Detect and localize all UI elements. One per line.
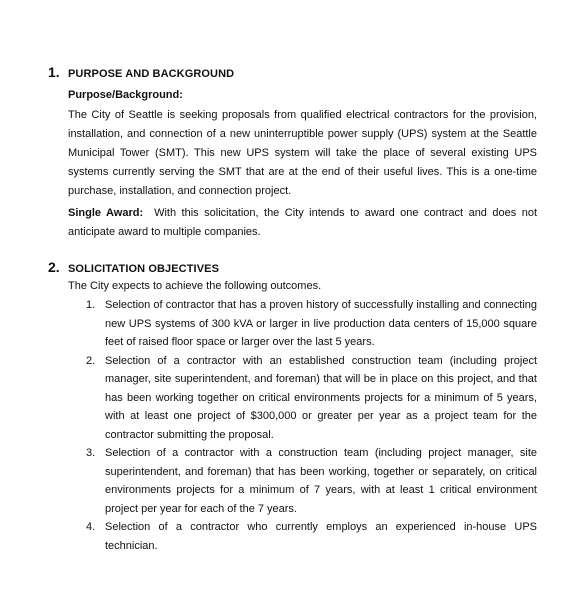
- section-title: PURPOSE AND BACKGROUND: [68, 68, 235, 80]
- purpose-paragraph: The City of Seattle is seeking proposals from qualified electrical contractors for the provision, installation, and connection of a new uninterruptible power supply (UPS) system at the Seattle Municipal Tower (SMT). This new UPS system will take the place of several existing UPS systems currently serving the SMT that are at the end of their useful lives. This is a one-time purchase, installation, and connection project.: [68, 109, 537, 197]
- section-solicitation-objectives: [48, 259, 537, 555]
- list-item-text: Selection of a contractor who currently employs an experienced in-house UPS technician.: [105, 521, 537, 552]
- section-heading: [48, 64, 537, 82]
- list-item: [86, 444, 537, 518]
- section-heading: [48, 259, 537, 277]
- list-item-text: Selection of a contractor with an established construction team (including project manager, site superintendent, and foreman) that will be in place on this project, and that has been working together on critical environments projects for a minimum of 5 years, with at least one project of $300,000 or greater per year as a project team for the contractor submitting the proposal.: [105, 354, 537, 441]
- section-title: SOLICITATION OBJECTIVES: [68, 263, 220, 275]
- subheading-purpose: Purpose/Background:: [68, 89, 183, 101]
- list-item: [86, 518, 537, 555]
- list-item-number: 4.: [86, 521, 96, 533]
- list-item-number: 1.: [86, 299, 96, 311]
- objectives-intro: The City expects to achieve the following outcomes.: [68, 280, 322, 292]
- list-item-number: 3.: [86, 447, 96, 459]
- list-item-text: Selection of contractor that has a proven history of successfully installing and connecting new UPS systems of 300 kVA or larger in live production data centers of 15,000 square feet of raised floor space or larger over the last 5 years.: [105, 299, 537, 348]
- single-award-paragraph: [68, 204, 537, 242]
- list-item-number: 2.: [86, 354, 96, 367]
- list-item-text: Selection of a contractor with a construction team (including project manager, site superintendent, and foreman) that has been working, together or separately, on critical environments projects for a minimum of 7 years, with at least 1 critical environment project per year for each of the 7 years.: [105, 447, 537, 515]
- section-number: 2.: [48, 259, 60, 275]
- single-award-text: With this solicitation, the City intends to award one contract and does not anticipate award to multiple companies.: [68, 207, 537, 238]
- list-item: [86, 296, 537, 352]
- single-award-label: Single Award:: [68, 207, 144, 219]
- section-number: 1.: [48, 64, 60, 80]
- objectives-list: [48, 296, 537, 555]
- list-item: [86, 352, 537, 445]
- section-purpose-background: [48, 64, 537, 242]
